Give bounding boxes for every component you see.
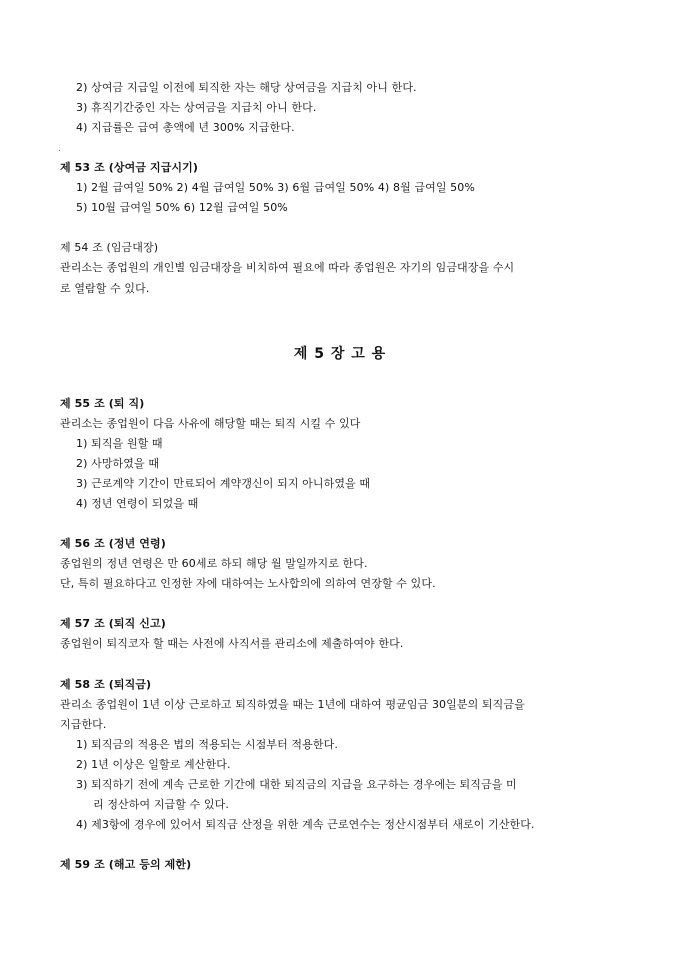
art58-title: 제 58 조 (퇴직금): [60, 678, 152, 691]
art54-title: 제 54 조 (임금대장): [60, 241, 159, 254]
art58-body-1: 관리소 종업원이 1년 이상 근로하고 퇴직하였을 때는 1년에 대하여 평균임금 30일분의 퇴직금을: [60, 698, 525, 711]
art54-body-1: 관리소는 종업원의 개인별 임금대장을 비치하여 필요에 따라 종업원은 자기의 임금대장을 수시: [60, 261, 515, 274]
art58-body-2: 지급한다.: [60, 718, 107, 731]
art57-body: 종업원이 퇴직코자 할 때는 사전에 사직서를 관리소에 제출하여야 한다.: [60, 637, 404, 650]
art55-item-1: 1) 퇴직을 원할 때: [76, 437, 163, 450]
art58-item-4: 4) 제3항에 경우에 있어서 퇴직금 산정을 위한 계속 근로연수는 정산시점부터 새로이 기산한다.: [76, 818, 535, 831]
art58-item-1: 1) 퇴직금의 적용은 법의 적용되는 시점부터 적용한다.: [76, 738, 338, 751]
art54-body-2: 로 열람할 수 있다.: [60, 282, 150, 295]
stray-dot: .: [58, 144, 61, 154]
art56-body-1: 종업원의 정년 연령은 만 60세로 하되 해당 월 말일까지로 한다.: [60, 557, 368, 570]
art58-item-3-cont: 리 정산하여 지급할 수 있다.: [93, 798, 229, 811]
art58-item-3: 3) 퇴직하기 전에 계속 근로한 기간에 대한 퇴직금의 지급을 요구하는 경우에는 퇴직금을 미: [76, 778, 517, 791]
art53-line-1: 1) 2월 급여일 50% 2) 4월 급여일 50% 3) 6월 급여일 50% 4) 8월 급여일 50%: [76, 181, 475, 194]
art59-title: 제 59 조 (해고 등의 제한): [60, 858, 192, 871]
art53-title: 제 53 조 (상여금 지급시기): [60, 161, 199, 174]
art55-item-3: 3) 근로계약 기간이 만료되어 계약갱신이 되지 아니하였을 때: [76, 477, 371, 490]
art56-title: 제 56 조 (정년 연령): [60, 537, 166, 550]
art52-item-3: 3) 휴직기간중인 자는 상여금을 지급치 아니 한다.: [76, 101, 317, 114]
art55-item-4: 4) 정년 연령이 되었을 때: [76, 497, 199, 510]
art55-item-2: 2) 사망하였을 때: [76, 457, 160, 470]
art57-title: 제 57 조 (퇴직 신고): [60, 617, 166, 630]
art55-title: 제 55 조 (퇴 직): [60, 397, 145, 410]
art53-line-2: 5) 10월 급여일 50% 6) 12월 급여일 50%: [76, 201, 288, 214]
art56-body-2: 단, 특히 필요하다고 인정한 자에 대하여는 노사합의에 의하여 연장할 수 있다.: [60, 577, 436, 590]
chapter-heading: 제 5 장 고 용: [293, 346, 387, 362]
art52-item-4: 4) 지급률은 급여 총액에 년 300% 지급한다.: [76, 121, 295, 134]
art55-body: 관리소는 종업원이 다음 사유에 해당할 때는 퇴직 시킬 수 있다: [60, 417, 361, 430]
art58-item-2: 2) 1년 이상은 일할로 계산한다.: [76, 758, 231, 771]
art52-item-2: 2) 상여금 지급일 이전에 퇴직한 자는 해당 상여금을 지급치 아니 한다.: [76, 81, 417, 94]
